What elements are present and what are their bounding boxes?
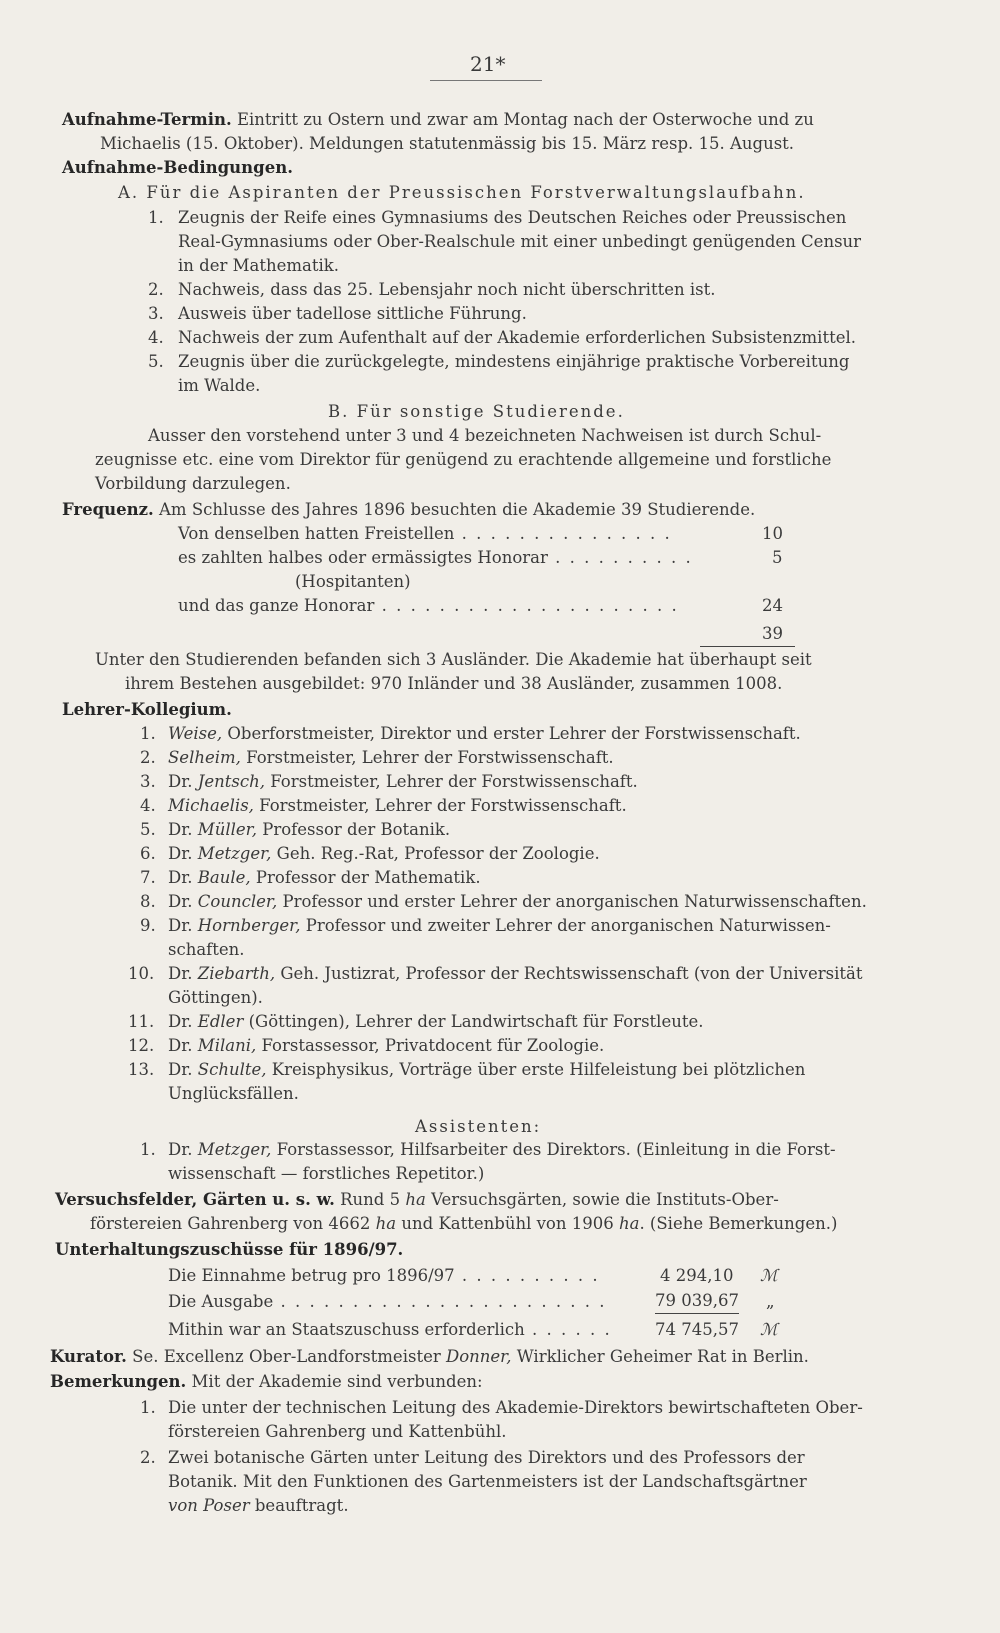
list-number: 1. xyxy=(140,724,156,743)
person-name: Metzger, xyxy=(197,1140,272,1159)
sum-rule xyxy=(700,646,795,647)
teacher-entry: Dr. Müller, Professor der Botanik. xyxy=(168,820,451,839)
person-name: Selheim, xyxy=(168,748,241,767)
text-line: Michaelis (15. Oktober). Meldungen statutenmässig bis 15. März resp. 15. August. xyxy=(100,134,795,153)
person-name: Milani, xyxy=(197,1036,257,1055)
list-number: 11. xyxy=(128,1012,155,1031)
mark-symbol: ℳ xyxy=(760,1320,778,1339)
frequenz-value: 24 xyxy=(762,596,783,615)
list-number: 1. xyxy=(140,1140,156,1159)
teacher-entry: Dr. Edler (Göttingen), Lehrer der Landwirtschaft für Forstleute. xyxy=(168,1012,704,1031)
finance-row: Die Ausgabe . . . . . . . . . . . . . . . . . . . . . . . xyxy=(168,1292,607,1311)
person-name: Baule, xyxy=(197,868,251,887)
section-label: Aufnahme-Termin. xyxy=(62,110,232,129)
section-label: Kurator. xyxy=(50,1347,127,1366)
list-number: 2. xyxy=(148,280,164,299)
text-line: Ausser den vorstehend unter 3 und 4 bezeichneten Nachweisen ist durch Schul- xyxy=(148,426,822,445)
list-number: 3. xyxy=(148,304,164,323)
finance-value: 4 294,10 xyxy=(660,1266,734,1285)
text-line: Die unter der technischen Leitung des Akademie-Direktors bewirtschafteten Ober- xyxy=(168,1398,863,1417)
text-line: Unter den Studierenden befanden sich 3 Ausländer. Die Akademie hat überhaupt seit xyxy=(95,650,812,669)
list-number: 12. xyxy=(128,1036,155,1055)
frequenz-line: Frequenz. Am Schlusse des Jahres 1896 besuchten die Akademie 39 Studierende. xyxy=(62,500,756,519)
frequenz-row: (Hospitanten) xyxy=(295,572,411,591)
list-number: 5. xyxy=(148,352,164,371)
text-line: ihrem Bestehen ausgebildet: 970 Inländer und 38 Ausländer, zusammen 1008. xyxy=(125,674,783,693)
teacher-entry: Dr. Hornberger, Professor und zweiter Lehrer der anorganischen Naturwissen- xyxy=(168,916,831,935)
section-label: Bemerkungen. xyxy=(50,1372,187,1391)
teacher-entry: Michaelis, Forstmeister, Lehrer der Forstwissenschaft. xyxy=(168,796,627,815)
versuchsfelder-line: Versuchsfelder, Gärten u. s. w. Rund 5 ha Versuchsgärten, sowie die Instituts-Ober- xyxy=(55,1190,779,1209)
teacher-entry: Dr. Ziebarth, Geh. Justizrat, Professor der Rechtswissenschaft (von der Universität xyxy=(168,964,863,983)
section-heading: Lehrer-Kollegium. xyxy=(62,700,232,719)
page-number-rule xyxy=(430,80,542,81)
text-line: in der Mathematik. xyxy=(178,256,339,275)
list-number: 9. xyxy=(140,916,156,935)
finance-value: 79 039,67 xyxy=(655,1289,739,1314)
person-name: Hornberger, xyxy=(197,916,301,935)
person-name: Metzger, xyxy=(197,844,272,863)
teacher-entry: Selheim, Forstmeister, Lehrer der Forstwissenschaft. xyxy=(168,748,614,767)
teacher-entry-continuation: Unglücksfällen. xyxy=(168,1084,299,1103)
kurator-line: Kurator. Se. Excellenz Ober-Landforstmeister Donner, Wirklicher Geheimer Rat in Berlin. xyxy=(50,1347,809,1366)
section-label: Frequenz. xyxy=(62,500,154,519)
subheading-b: B. Für sonstige Studierende. xyxy=(328,402,625,421)
teacher-entry: Dr. Councler, Professor und erster Lehrer der anorganischen Naturwissenschaften. xyxy=(168,892,867,911)
text-line: Vorbildung darzulegen. xyxy=(95,474,291,493)
section-heading: Aufnahme-Bedingungen. xyxy=(62,158,293,177)
list-number: 8. xyxy=(140,892,156,911)
list-number: 13. xyxy=(128,1060,155,1079)
text-line: zeugnisse etc. eine vom Direktor für genügend zu erachtende allgemeine und forstliche xyxy=(95,450,832,469)
person-name: Ziebarth, xyxy=(197,964,276,983)
text-line: förstereien Gahrenberg und Kattenbühl. xyxy=(168,1422,507,1441)
person-name: Michaelis, xyxy=(168,796,254,815)
list-number: 1. xyxy=(140,1398,156,1417)
assistenten-heading: Assistenten: xyxy=(415,1117,542,1136)
text-line: Botanik. Mit den Funktionen des Gartenmeisters ist der Landschaftsgärtner xyxy=(168,1472,807,1491)
list-number: 4. xyxy=(148,328,164,347)
page-number: 21* xyxy=(470,52,506,76)
ditto-mark: „ xyxy=(766,1292,775,1311)
aufnahme-termin-line: Aufnahme-Termin. Eintritt zu Ostern und zwar am Montag nach der Osterwoche und zu xyxy=(62,110,814,129)
subheading-a: A. Für die Aspiranten der Preussischen Forstverwaltungslaufbahn. xyxy=(118,183,806,202)
list-number: 6. xyxy=(140,844,156,863)
section-label: Versuchsfelder, Gärten u. s. w. xyxy=(55,1190,335,1209)
list-number: 1. xyxy=(148,208,164,227)
list-number: 7. xyxy=(140,868,156,887)
list-number: 3. xyxy=(140,772,156,791)
text-line: Nachweis, dass das 25. Lebensjahr noch nicht überschritten ist. xyxy=(178,280,716,299)
teacher-entry: Dr. Baule, Professor der Mathematik. xyxy=(168,868,481,887)
teacher-entry: Dr. Jentsch, Forstmeister, Lehrer der Forstwissenschaft. xyxy=(168,772,638,791)
list-number: 4. xyxy=(140,796,156,815)
frequenz-row: Von denselben hatten Freistellen . . . . . . . . . . . . . . . xyxy=(178,524,672,543)
teacher-entry-continuation: schaften. xyxy=(168,940,245,959)
assistent-line: Dr. Metzger, Forstassessor, Hilfsarbeiter des Direktors. (Einleitung in die Forst- xyxy=(168,1140,836,1159)
teacher-entry-continuation: Göttingen). xyxy=(168,988,263,1007)
list-number: 2. xyxy=(140,1448,156,1467)
text-line: Zeugnis der Reife eines Gymnasiums des Deutschen Reiches oder Preussischen xyxy=(178,208,847,227)
teacher-entry: Dr. Metzger, Geh. Reg.-Rat, Professor der Zoologie. xyxy=(168,844,600,863)
text-line: förstereien Gahrenberg von 4662 ha und Kattenbühl von 1906 ha. (Siehe Bemerkungen.) xyxy=(90,1214,838,1233)
person-name: Weise, xyxy=(168,724,223,743)
teacher-entry: Dr. Schulte, Kreisphysikus, Vorträge über erste Hilfeleistung bei plötzlichen xyxy=(168,1060,806,1079)
bemerkungen-line: Bemerkungen. Mit der Akademie sind verbunden: xyxy=(50,1372,483,1391)
person-name: Müller, xyxy=(197,820,257,839)
teacher-entry: Weise, Oberforstmeister, Direktor und erster Lehrer der Forstwissenschaft. xyxy=(168,724,801,743)
person-name: Donner, xyxy=(445,1347,512,1366)
frequenz-value: 10 xyxy=(762,524,783,543)
text-line: Nachweis der zum Aufenthalt auf der Akademie erforderlichen Subsistenzmittel. xyxy=(178,328,857,347)
frequenz-row: und das ganze Honorar . . . . . . . . . . . . . . . . . . . . . xyxy=(178,596,679,615)
person-name: von Poser xyxy=(168,1496,250,1515)
list-number: 2. xyxy=(140,748,156,767)
text-line: Real-Gymnasiums oder Ober-Realschule mit einer unbedingt genügenden Censur xyxy=(178,232,862,251)
person-name: Councler, xyxy=(197,892,278,911)
teacher-entry: Dr. Milani, Forstassessor, Privatdocent für Zoologie. xyxy=(168,1036,605,1055)
person-name: Edler xyxy=(197,1012,244,1031)
frequenz-total: 39 xyxy=(762,624,783,643)
text-line: Zeugnis über die zurückgelegte, mindestens einjährige praktische Vorbereitung xyxy=(178,352,850,371)
text-line: Zwei botanische Gärten unter Leitung des Direktors und des Professors der xyxy=(168,1448,805,1467)
section-heading: Unterhaltungszuschüsse für 1896/97. xyxy=(55,1240,404,1259)
person-name: Jentsch, xyxy=(197,772,266,791)
person-name: Schulte, xyxy=(197,1060,267,1079)
text-line: wissenschaft — forstliches Repetitor.) xyxy=(168,1164,485,1183)
finance-value: 74 745,57 xyxy=(655,1320,739,1339)
finance-row: Mithin war an Staatszuschuss erforderlich . . . . . . xyxy=(168,1320,612,1339)
list-number: 5. xyxy=(140,820,156,839)
mark-symbol: ℳ xyxy=(760,1266,778,1285)
frequenz-value: 5 xyxy=(772,548,783,567)
text-line: Ausweis über tadellose sittliche Führung. xyxy=(178,304,527,323)
frequenz-row: es zahlten halbes oder ermässigtes Honorar . . . . . . . . . . xyxy=(178,548,693,567)
text-line: von Poser beauftragt. xyxy=(168,1496,349,1515)
text-line: im Walde. xyxy=(178,376,261,395)
list-number: 10. xyxy=(128,964,155,983)
finance-row: Die Einnahme betrug pro 1896/97 . . . . . . . . . . xyxy=(168,1266,600,1285)
